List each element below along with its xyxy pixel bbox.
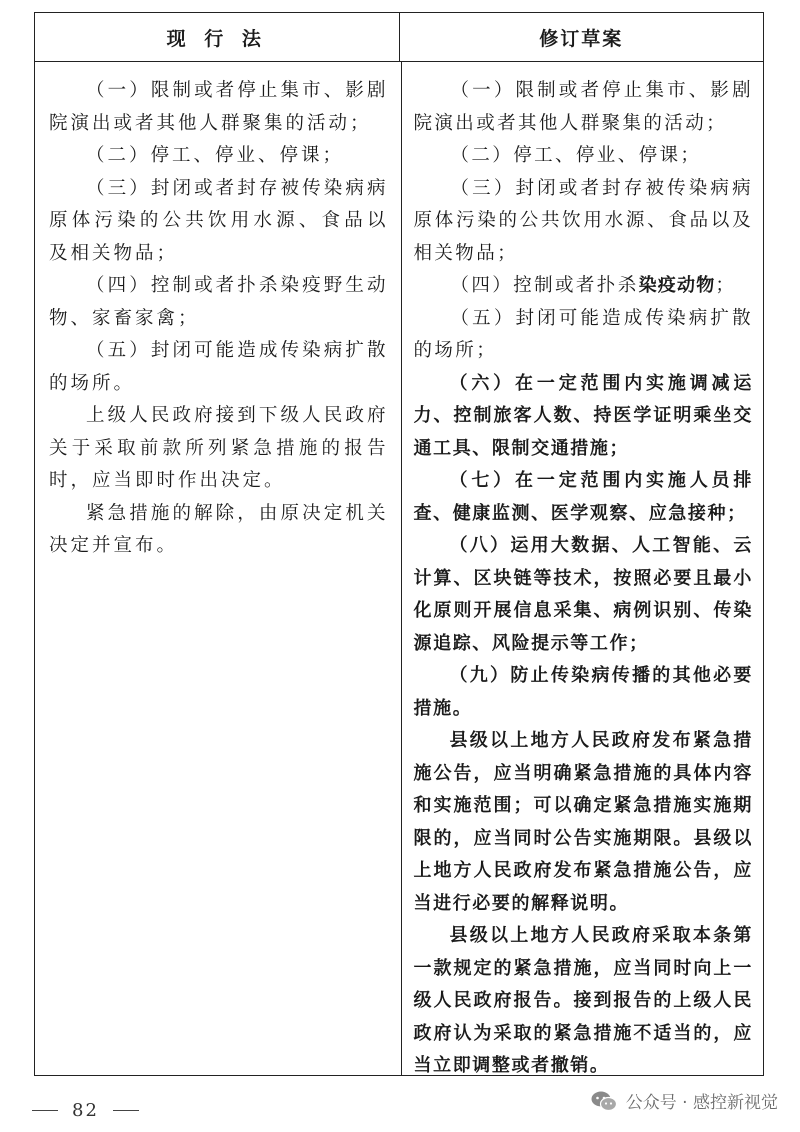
draft-new-paragraph: 县级以上地方人民政府发布紧急措施公告，应当明确紧急措施的具体内容和实施范围；可以确定紧急措施实施期限的，应当同时公告实施期限。县级以上地方人民政府发布紧急措施公告，应当进行必要的解释说明。: [413, 730, 753, 914]
dash-divider: [32, 1110, 58, 1111]
draft-new-paragraph: （七）在一定范围内实施人员排查、健康监测、医学观察、应急接种；: [413, 470, 753, 524]
draft-new-paragraph: 县级以上地方人民政府采取本条第一款规定的紧急措施，应当同时向上一级人民政府报告。接到报告的上级人民政府认为采取的紧急措施不适当的，应当立即调整或者撤销。: [413, 925, 753, 1076]
current-law-paragraph: （三）封闭或者封存被传染病病原体污染的公共饮用水源、食品以及相关物品；: [49, 177, 389, 264]
header-draft: 修订草案: [539, 27, 624, 50]
table-body-row: [35, 61, 763, 1075]
draft-amended-text: 染疫动物: [638, 275, 716, 296]
current-law-paragraph: （五）封闭可能造成传染病扩散的场所。: [49, 340, 389, 394]
draft-paragraph: [414, 270, 754, 303]
draft-text: ；: [715, 275, 737, 296]
draft-column: [402, 61, 764, 1075]
draft-paragraph: （五）封闭可能造成传染病扩散的场所；: [413, 307, 753, 361]
dash-divider: [113, 1110, 139, 1111]
draft-paragraph: （三）封闭或者封存被传染病病原体污染的公共饮用水源、食品以及相关物品；: [413, 177, 753, 264]
draft-new-paragraph: （八）运用大数据、人工智能、云计算、区块链等技术，按照必要且最小化原则开展信息采集、病例识别、传染源追踪、风险提示等工作；: [413, 535, 753, 654]
current-law-paragraph: （一）限制或者停止集市、影剧院演出或者其他人群聚集的活动；: [49, 80, 389, 134]
wechat-icon: [590, 1090, 618, 1112]
table-header-row: [35, 13, 763, 62]
watermark: [590, 1088, 778, 1113]
comparison-table: [34, 12, 764, 1076]
draft-paragraph: （一）限制或者停止集市、影剧院演出或者其他人群聚集的活动；: [413, 80, 753, 134]
current-law-paragraph: （四）控制或者扑杀染疫野生动物、家畜家禽；: [49, 275, 389, 329]
current-law-paragraph: （二）停工、停业、停课；: [86, 145, 345, 166]
current-law-column: [35, 61, 402, 1075]
current-law-paragraph: 上级人民政府接到下级人民政府关于采取前款所列紧急措施的报告时，应当即时作出决定。: [49, 405, 389, 491]
draft-paragraph: （二）停工、停业、停课；: [450, 145, 702, 166]
draft-new-paragraph: （六）在一定范围内实施调减运力、控制旅客人数、持医学证明乘坐交通工具、限制交通措施；: [413, 372, 753, 459]
current-law-paragraph: 紧急措施的解除，由原决定机关决定并宣布。: [49, 502, 389, 556]
header-current-law: 现 行 法: [35, 13, 400, 61]
page-number: 82: [72, 1100, 99, 1121]
watermark-text: 公众号 · 感控新视觉: [625, 1093, 778, 1113]
draft-text: （四）控制或者扑杀: [450, 275, 639, 296]
draft-new-paragraph: （九）防止传染病传播的其他必要措施。: [413, 665, 753, 719]
page-number-footer: [32, 1100, 139, 1121]
